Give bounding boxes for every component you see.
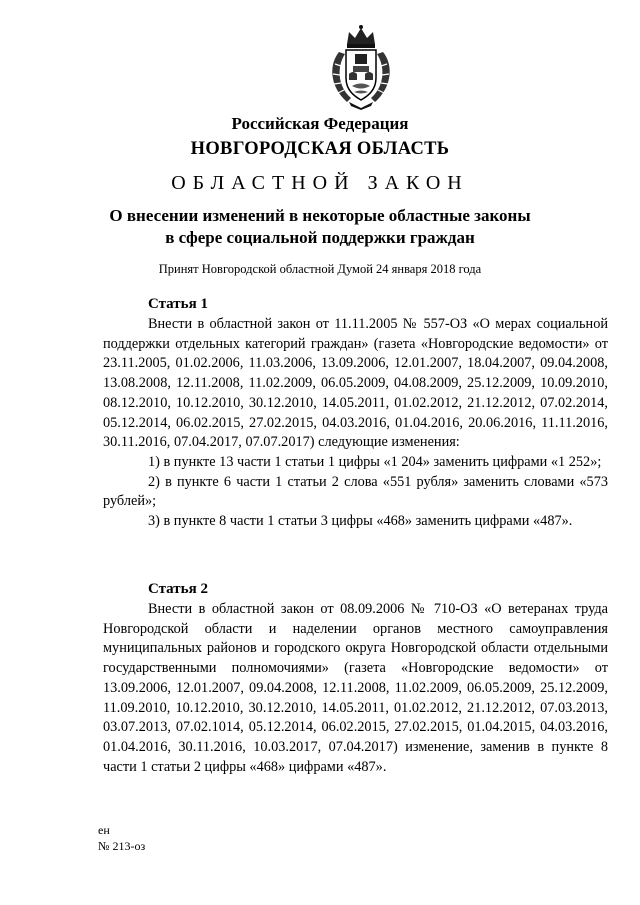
article-1-body xyxy=(103,315,608,532)
law-title xyxy=(0,205,640,249)
country-name: Российская Федерация xyxy=(231,114,409,133)
document-kind: ОБЛАСТНОЙ ЗАКОН xyxy=(171,172,469,194)
article-1-item-3: 3) в пункте 8 части 1 статьи 3 цифры «468» заменить цифрами «487». xyxy=(148,513,573,530)
article-1-item-2: 2) в пункте 6 части 1 статьи 2 слова «551 рубля» заменить словами «573 рублей»; xyxy=(103,473,608,510)
footer-number: № 213-оз xyxy=(98,839,146,853)
coat-of-arms-emblem xyxy=(325,24,397,110)
footer-note xyxy=(98,822,145,854)
article-2-text: Внести в областной закон от 08.09.2006 № 710-ОЗ «О ветеранах труда Новгородской области и наделении органов местного самоуправления муниципальных районов и городского округа Новгородской области отдельными государственными полномочиями» (газета «Новгородские ведомости» от 13.09.2006, 12.01.2007, 09.04.2008, 12.11.2008, 11.02.2009, 06.05.2009, 25.12.2009, 11.09.2010, 10.12.2010, 30.12.2010, 14.05.2011, 01.02.2012, 21.12.2012, 07.03.2013, 03.07.2013, 07.02.1014, 05.12.2014, 06.02.2015, 27.02.2015, 01.04.2015, 04.03.2016, 01.04.2016, 30.11.2016, 10.03.2017, 07.04.2017) изменение, заменив в пункте 8 части 1 статьи 2 цифры «468» цифрами «487». xyxy=(103,601,608,775)
article-1-heading: Статья 1 xyxy=(148,296,208,312)
article-2-heading: Статья 2 xyxy=(148,581,208,597)
law-title-line-2: в сфере социальной поддержки граждан xyxy=(165,228,475,247)
region-name: НОВГОРОДСКАЯ ОБЛАСТЬ xyxy=(190,139,450,159)
law-title-line-1: О внесении изменений в некоторые областные законы xyxy=(109,206,531,225)
footer-initials: ен xyxy=(98,823,110,837)
adoption-note: Принят Новгородской областной Думой 24 января 2018 года xyxy=(158,262,482,276)
article-1-intro: Внести в областной закон от 11.11.2005 № 557-ОЗ «О мерах социальной поддержки отдельных категорий граждан» (газета «Новгородские ведомости» от 23.11.2005, 01.02.2006, 11.03.2006, 13.09.2006, 12.01.2007, 18.04.2007, 09.04.2008, 13.08.2008, 12.11.2008, 11.02.2009, 06.05.2009, 04.08.2009, 25.12.2009, 10.09.2010, 08.12.2010, 10.12.2010, 30.12.2010, 14.05.2011, 01.02.2012, 21.12.2012, 07.02.2014, 05.12.2014, 06.02.2015, 27.02.2015, 04.03.2016, 01.04.2016, 20.06.2016, 11.11.2016, 30.11.2016, 07.04.2017, 07.07.2017) следующие изменения: xyxy=(103,316,608,451)
article-2-body xyxy=(103,600,608,777)
article-1-item-1: 1) в пункте 13 части 1 статьи 1 цифры «1 204» заменить цифрами «1 252»; xyxy=(148,453,602,470)
